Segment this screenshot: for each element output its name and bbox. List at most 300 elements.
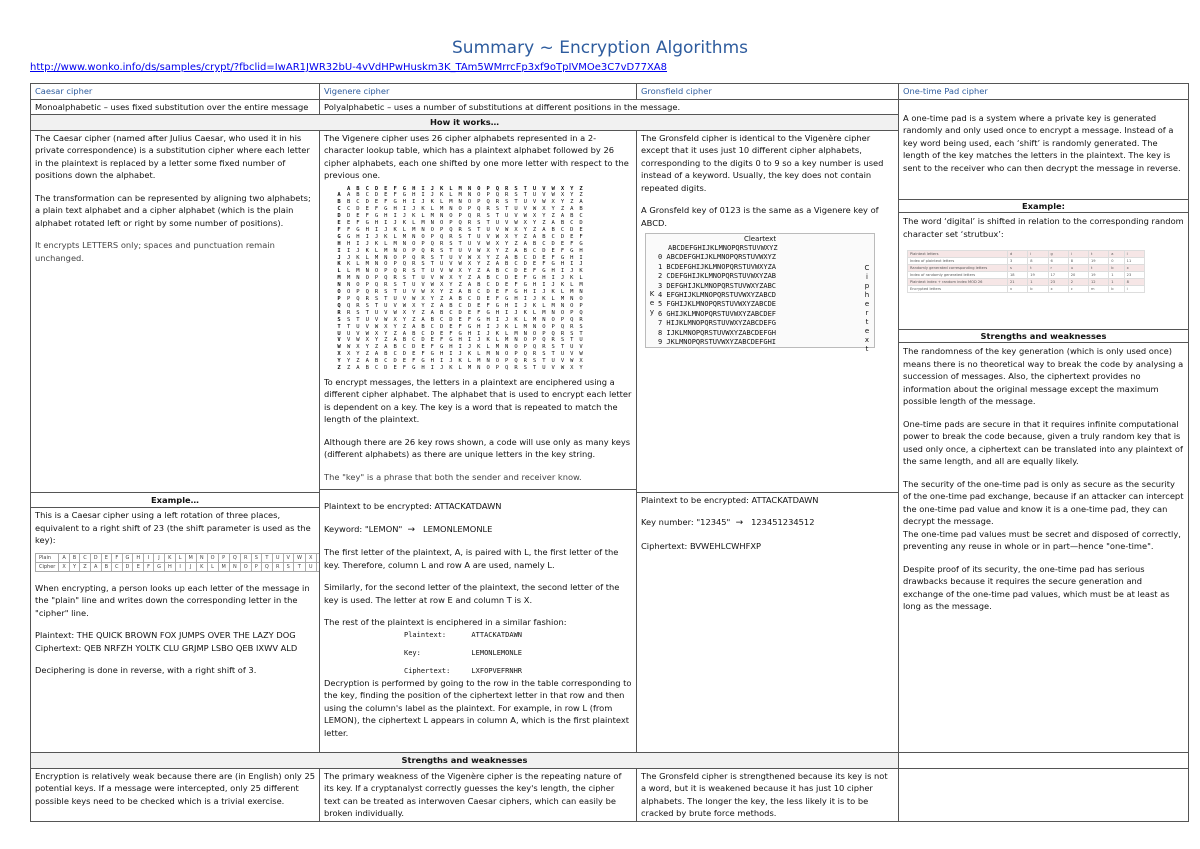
vigenere-square-cell: B [532, 240, 537, 247]
vigenere-square-cell: I [560, 268, 565, 275]
vigenere-square-cell: W [551, 185, 555, 192]
otp-cell: u [1068, 265, 1088, 272]
vigenere-square-cell: D [346, 213, 351, 220]
otp-cell: 19 [1028, 272, 1048, 279]
vigenere-square-cell: I [495, 316, 500, 323]
vigenere-square-cell: M [402, 233, 407, 240]
caesar-cell: M [218, 562, 229, 571]
vigenere-square-cell: K [365, 247, 369, 254]
vigenere-square-cell: V [337, 337, 341, 344]
caesar-header: Caesar cipher [31, 84, 320, 100]
otp-cell: 18 [1008, 272, 1028, 279]
vigenere-square-cell: Y [412, 309, 416, 316]
vigenere-square-cell: Z [346, 365, 351, 372]
vigenere-square-cell: T [514, 199, 518, 206]
vigenere-square-cell: Q [412, 254, 416, 261]
vigenere-square-cell: F [421, 351, 425, 358]
vigenere-square-cell: X [421, 296, 425, 302]
vigenere-square-cell: I [505, 309, 509, 316]
vigenere-square-cell: G [421, 358, 425, 365]
vigenere-square-cell: Y [514, 233, 518, 240]
vigenere-square-cell: X [551, 199, 555, 206]
vigenere-square-cell: P [523, 344, 527, 351]
vigenere-square-cell: T [560, 344, 565, 351]
vigenere-square-cell: T [374, 302, 379, 309]
vigenere-square-cell: U [412, 282, 416, 289]
arrow-icon: → [407, 524, 416, 535]
vigenere-square-cell: U [430, 268, 434, 275]
vigenere-square-cell: X [532, 213, 537, 220]
vigenere-square-cell: R [505, 185, 509, 192]
vigenere-square-cell: V [542, 185, 546, 192]
vigenere-square-cell: M [486, 351, 490, 358]
vigenere-square-cell: S [439, 247, 444, 254]
vigenere-square-cell: B [467, 289, 472, 296]
otp-row [908, 286, 1145, 293]
vigenere-square-cell: Z [514, 240, 518, 247]
vigenere-square-cell: A [523, 240, 527, 247]
vigenere-square-cell: P [477, 199, 481, 206]
vigenere-square-cell: C [393, 351, 397, 358]
vigenere-square-cell: Q [505, 365, 509, 372]
vigenere-square-cell: O [477, 192, 481, 199]
vigenere-square-cell: A [458, 289, 462, 296]
vigenere-square-cell: J [523, 302, 527, 309]
caesar-cell: F [144, 562, 154, 571]
vigenere-square-cell: X [356, 344, 360, 351]
vigenere-square-cell: O [402, 247, 407, 254]
vigenere-square-cell: K [551, 289, 555, 296]
vigenere-square-cell: V [458, 254, 462, 261]
caesar-cell: O [240, 562, 251, 571]
vigenere-square-cell: R [495, 199, 500, 206]
otp-cell: 20 [1068, 272, 1088, 279]
vigenere-square-cell: R [514, 365, 518, 372]
caesar-ex-2: When encrypting, a person looks up each letter of the message in the "plain" line and writes down the corresponding letter in the "cipher" line. [35, 582, 310, 618]
vigenere-square-cell: E [421, 344, 425, 351]
vigenere-square-cell: D [402, 351, 407, 358]
otp-cell: b [1028, 286, 1048, 293]
caesar-cell: B [69, 553, 79, 562]
vigenere-square-cell: U [542, 365, 546, 372]
vigenere-square-cell: V [356, 330, 360, 337]
vigenere-square-cell: O [439, 220, 444, 227]
vigenere-square-cell: L [337, 268, 341, 275]
vigenere-square-cell: O [514, 344, 518, 351]
vigenere-square-cell: E [430, 337, 434, 344]
vigenere-square-cell: F [393, 185, 397, 192]
vigenere-square-cell: F [458, 323, 462, 330]
vigenere-square-cell: A [570, 206, 574, 213]
vigenere-square-cell: O [458, 206, 462, 213]
vigenere-square-cell: G [560, 254, 565, 261]
otp-cell: g [1048, 251, 1068, 258]
caesar-cell: I [144, 553, 154, 562]
vigenere-square-cell: W [365, 330, 369, 337]
vigenere-square-cell: V [570, 351, 574, 358]
vigenere-square-cell: W [337, 344, 341, 351]
vigenere-square-cell: K [421, 206, 425, 213]
vigenere-square-cell: Q [346, 302, 351, 309]
vigenere-square-cell: P [384, 268, 388, 275]
vigenere-square-cell: A [374, 351, 379, 358]
vigenere-square-cell: Z [384, 337, 388, 344]
vigenere-square-cell: N [393, 247, 397, 254]
vigenere-square-cell: T [532, 365, 537, 372]
vigenere-square-cell: B [505, 261, 509, 268]
vigenere-square-cell: S [356, 309, 360, 316]
vigenere-square-cell: K [514, 316, 518, 323]
otp-row [908, 272, 1145, 279]
vigenere-square-cell: H [421, 365, 425, 372]
vigenere-square-cell: C [430, 323, 434, 330]
vigenere-square-cell: G [486, 309, 490, 316]
vigenere-how-3: Although there are 26 key rows shown, a code will use only as many keys (different alphabets) as there are unique letters in the key string. [324, 436, 631, 460]
vigenere-square-cell: O [505, 351, 509, 358]
vigenere-square-cell: N [402, 240, 407, 247]
vigenere-square-cell: T [570, 337, 574, 344]
vigenere-square-cell: M [467, 365, 472, 372]
vigenere-square-cell: K [532, 302, 537, 309]
vigenere-square-cell: J [421, 199, 425, 206]
vigenere-square-cell: C [560, 226, 565, 233]
vigenere-square-cell: W [523, 213, 527, 220]
vigenere-square-cell: I [579, 254, 583, 261]
vigenere-square-cell: U [421, 275, 425, 282]
vigenere-square-cell: W [421, 289, 425, 296]
vigenere-square-cell: C [532, 247, 537, 254]
vigenere-square-cell: A [393, 337, 397, 344]
vigenere-square-cell: T [542, 358, 546, 365]
vigenere-square-cell: Z [467, 275, 472, 282]
caesar-cell: D [122, 562, 133, 571]
cipher-summary-table [30, 83, 1189, 822]
vigenere-square-cell: S [514, 192, 518, 199]
vigenere-square-cell: L [356, 261, 360, 268]
caesar-cell: E [101, 553, 111, 562]
vigenere-square-cell: D [570, 226, 574, 233]
vigenere-square-cell: F [346, 226, 351, 233]
vigenere-square-cell: T [337, 323, 341, 330]
vigenere-square-cell: H [412, 185, 416, 192]
otp-cell: Randomly generated corresponding letters [908, 265, 1008, 272]
vigenere-square-cell: S [477, 220, 481, 227]
vigenere-square-cell: V [439, 268, 444, 275]
vigenere-square-cell: K [430, 199, 434, 206]
vigenere-square-cell: W [412, 296, 416, 302]
vigenere-square-cell: D [337, 213, 341, 220]
vigenere-square-cell: H [439, 351, 444, 358]
vigenere-square-cell: N [467, 185, 472, 192]
vigenere-square-cell: J [551, 282, 555, 289]
vigenere-square-cell: G [337, 233, 341, 240]
vigenere-square-cell: X [579, 358, 583, 365]
vigenere-square-cell: Z [542, 220, 546, 227]
gronsfeld-ex-cipher: Ciphertext: BVWEHLCWHFXP [641, 540, 762, 551]
gronsfeld-ex-key-expanded: 123451234512 [751, 517, 815, 527]
vigenere-square-cell: K [449, 365, 453, 372]
vigenere-square-cell: K [393, 226, 397, 233]
vigenere-square-cell: L [514, 323, 518, 330]
vigenere-square-cell: Z [570, 199, 574, 206]
vigenere-square-cell: H [495, 309, 500, 316]
vigenere-square-cell: R [439, 240, 444, 247]
vigenere-square-cell: A [532, 233, 537, 240]
vigenere-square-cell: E [570, 233, 574, 240]
vigenere-square-cell: E [393, 365, 397, 372]
vigenere-square-cell: W [402, 302, 407, 309]
vigenere-ex-plain: Plaintext to be encrypted: ATTACKATDAWN [324, 501, 502, 512]
vigenere-square-cell: N [365, 268, 369, 275]
vigenere-square-cell: E [505, 282, 509, 289]
vigenere-square-cell: J [514, 309, 518, 316]
vigenere-square-cell: M [449, 199, 453, 206]
vigenere-square-cell: A [412, 323, 416, 330]
vigenere-square-cell: O [346, 289, 351, 296]
vigenere-square-cell: K [384, 233, 388, 240]
otp-strength-3: The security of the one-time pad is only as secure as the security of the one-time pad exchange, because if an attacker can intercept the one-time pad value and know it is a one-time pad, they can decrypt the message. [903, 478, 1184, 526]
vigenere-square-cell: S [467, 226, 472, 233]
vigenere-square-cell: S [542, 351, 546, 358]
vigenere-square-cell: C [514, 261, 518, 268]
vigenere-square-cell: I [402, 206, 407, 213]
vigenere-square-cell: Y [551, 206, 555, 213]
vigenere-square-cell: H [393, 206, 397, 213]
vigenere-square-cell: M [439, 206, 444, 213]
otp-cell: l [1124, 251, 1144, 258]
vigenere-square-cell: Z [402, 323, 407, 330]
vigenere-square-cell: Y [365, 344, 369, 351]
vigenere-square-cell: W [393, 309, 397, 316]
vigenere-square-cell: Y [384, 330, 388, 337]
otp-cell: s [1008, 265, 1028, 272]
vigenere-square-cell: M [430, 213, 434, 220]
vigenere-square-cell: F [560, 247, 565, 254]
vigenere-square-cell: H [412, 192, 416, 199]
caesar-cell: N [196, 553, 207, 562]
vigenere-square-cell: V [477, 240, 481, 247]
vigenere-square-cell: V [467, 247, 472, 254]
vigenere-square-cell: A [449, 296, 453, 302]
vigenere-square-cell: Q [523, 351, 527, 358]
vigenere-square-cell: D [532, 254, 537, 261]
vigenere-square-cell: E [337, 220, 341, 227]
vigenere-square-cell: R [505, 192, 509, 199]
caesar-cell: J [185, 562, 196, 571]
vigenere-square-cell: K [560, 282, 565, 289]
vigenere-square-cell: U [337, 330, 341, 337]
vigenere-square-cell: Y [449, 282, 453, 289]
vigenere-square-cell: S [449, 240, 453, 247]
vigenere-square-cell: Q [458, 220, 462, 227]
gronsfeld-how [637, 130, 899, 492]
vigenere-square-cell: V [365, 323, 369, 330]
vigenere-square-cell: D [495, 282, 500, 289]
vigenere-square-cell: D [579, 220, 583, 227]
vigenere-square-cell: E [551, 247, 555, 254]
vigenere-square-cell: J [365, 240, 369, 247]
vigenere-square-cell: G [393, 199, 397, 206]
gronsfeld-ex-key: Key number: "12345" [641, 517, 731, 527]
otp-cell: x [1124, 265, 1144, 272]
vigenere-square-cell: S [532, 358, 537, 365]
vigenere-header: Vigenere cipher [320, 84, 637, 100]
gronsfeld-row: 6 GHIJKLMNOPQRSTUVWXYZABCDEF [658, 309, 777, 318]
gronsfeld-table-header: ABCDEFGHIJKLMNOPQRSTUVWXYZ [668, 244, 778, 252]
vigenere-square-cell: T [505, 206, 509, 213]
vigenere-square-cell: S [495, 206, 500, 213]
vigenere-square-cell: X [374, 330, 379, 337]
vigenere-square-cell: X [384, 323, 388, 330]
vigenere-square-cell: Q [449, 226, 453, 233]
vigenere-square-cell: Z [356, 358, 360, 365]
vigenere-square-cell: F [374, 206, 379, 213]
vigenere-square-cell: O [365, 275, 369, 282]
vigenere-square-cell: R [560, 330, 565, 337]
otp-column [899, 99, 1189, 753]
caesar-cell: T [293, 562, 305, 571]
otp-cell: 3 [1008, 258, 1028, 265]
vigenere-square-cell: H [551, 268, 555, 275]
vigenere-square-cell: C [467, 296, 472, 302]
otp-example-table [907, 250, 1145, 293]
vigenere-square-cell: U [449, 254, 453, 261]
vigenere-square-cell: N [374, 261, 379, 268]
vigenere-square-cell: W [560, 365, 565, 372]
vigenere-square-cell: C [412, 337, 416, 344]
vigenere-square-cell: X [430, 289, 434, 296]
vigenere-square-cell: V [532, 199, 537, 206]
vigenere-square-cell: L [421, 213, 425, 220]
vigenere-square-cell: G [402, 192, 407, 199]
vigenere-square-cell: W [551, 192, 555, 199]
vigenere-square-cell: P [486, 185, 490, 192]
vigenere-square-cell: I [486, 323, 490, 330]
vigenere-square-cell: U [560, 351, 565, 358]
vigenere-square-cell: G [365, 220, 369, 227]
vigenere-square-cell: X [439, 282, 444, 289]
vigenere-square-cell: M [514, 330, 518, 337]
vigenere-square-cell: X [346, 351, 351, 358]
vigenere-square-cell: W [532, 206, 537, 213]
otp-cell: 6 [1048, 258, 1068, 265]
vigenere-square-cell: B [365, 365, 369, 372]
vigenere-square-cell: E [412, 351, 416, 358]
vigenere-square-cell: I [393, 213, 397, 220]
vigenere-square-cell: R [542, 344, 546, 351]
vigenere-square-cell: A [551, 220, 555, 227]
vigenere-square-cell: G [542, 268, 546, 275]
gronsfeld-strength: The Gronsfeld cipher is strengthened because its key is not a word, but it is weakened because it has just 10 cipher alphabets. The longer the key, the less likely it is to be cracked by brute force methods. [637, 768, 899, 821]
vigenere-square-cell: M [551, 302, 555, 309]
vigenere-square-cell: U [365, 316, 369, 323]
vigenere-square-cell: L [384, 240, 388, 247]
vigenere-square-cell: U [402, 289, 407, 296]
vigenere-square-cell: M [346, 275, 351, 282]
vigenere-square-cell: E [374, 199, 379, 206]
vigenere-square-cell: X [542, 206, 546, 213]
vigenere-square-cell: B [356, 192, 360, 199]
strengths-heading: Strengths and weaknesses [31, 753, 899, 769]
vigenere-square-cell: G [505, 296, 509, 302]
vigenere-square-cell: O [542, 323, 546, 330]
vigenere-square-cell: A [486, 268, 490, 275]
otp-cell: i [1028, 251, 1048, 258]
vigenere-square-cell: Q [486, 199, 490, 206]
vigenere-ex-4: Decryption is performed by going to the row in the table corresponding to the key, finding the position of the ciphertext letter in that row and then using the column's label as the plaintext. For example, in row L (from LEMON), the ciphertext L appears in column A, which is the first plaintext letter. [324, 677, 632, 738]
vigenere-square-cell: N [449, 206, 453, 213]
vigenere-square-cell: C [486, 282, 490, 289]
caesar-how-2: The transformation can be represented by aligning two alphabets; a plain text alphabet and a cipher alphabet (which is the plain alphabet rotated left or right by some number of positions). [35, 192, 311, 228]
vigenere-square-cell: F [384, 199, 388, 206]
vigenere-square-cell: P [532, 337, 537, 344]
vigenere-square-cell: O [421, 233, 425, 240]
caesar-cell: E [133, 562, 144, 571]
vigenere-square-cell: W [467, 254, 472, 261]
vigenere-square-cell: P [551, 323, 555, 330]
vigenere-square-cell: G [430, 351, 434, 358]
vigenere-square-cell: U [523, 199, 527, 206]
caesar-strength: Encryption is relatively weak because there are (in English) only 25 potential keys. If a message were intercepted, only 25 different possible keys need to be checked which is a trivial exercise. [31, 768, 320, 821]
otp-cell: m [1089, 286, 1109, 293]
vigenere-square-cell: B [449, 302, 453, 309]
vigenere-square-cell: O [495, 358, 500, 365]
otp-row [908, 279, 1145, 286]
vigenere-square-cell: B [393, 344, 397, 351]
vigenere-square-cell: M [579, 282, 583, 289]
vigenere-square-cell: R [402, 268, 407, 275]
vigenere-square-cell: M [421, 220, 425, 227]
otp-how: A one-time pad is a system where a private key is generated randomly and only used once to encrypt a message. Instead of a key word being used, each ‘shift’ is randomly generated. The length of the key matches the letters in the plaintext. The key is sent to the receiver who can then decrypt the message in reverse. [903, 112, 1181, 173]
vigenere-square-cell: L [532, 309, 537, 316]
vigenere-square-cell: P [505, 358, 509, 365]
vigenere-square-cell: S [514, 185, 518, 192]
vigenere-square-cell: D [393, 358, 397, 365]
vigenere-square-cell: G [458, 330, 462, 337]
vigenere-square-cell: S [337, 316, 341, 323]
otp-cell: t [1089, 251, 1109, 258]
source-link[interactable]: http://www.wonko.info/ds/samples/crypt/?fbclid=IwAR1JWR32bU-4vVdHPwHuskm3K_TAm5WMrrcFp3xf9oTpIVMOe3C7vD77XA8 [30, 62, 668, 73]
vigenere-ex-3: The rest of the plaintext is enciphered in a similar fashion: [324, 617, 567, 628]
vigenere-square-cell: R [477, 213, 481, 220]
vigenere-square-cell: W [486, 240, 490, 247]
otp-strengths-heading: Strengths and weaknesses [899, 329, 1188, 343]
vigenere-square-cell: E [477, 302, 481, 309]
vigenere-square-cell: H [337, 240, 341, 247]
vigenere-square-cell: V [523, 206, 527, 213]
vigenere-square-cell: I [551, 275, 555, 282]
vigenere-square-cell: X [402, 309, 407, 316]
vigenere-square-cell: I [449, 351, 453, 358]
vigenere-square-cell: U [374, 309, 379, 316]
vigenere-square-cell: X [570, 365, 574, 372]
vigenere-square-cell: J [430, 185, 434, 192]
otp-cell: 23 [1124, 272, 1144, 279]
gronsfeld-table-title: Cleartext [743, 235, 777, 243]
vigenere-square-cell: Q [570, 316, 574, 323]
vigenere-square-cell: K [346, 261, 351, 268]
vigenere-ex-2: Similarly, for the second letter of the plaintext, the second letter of the key is used. The letter at row E and column T is X. [324, 582, 620, 605]
vigenere-square-cell: P [393, 261, 397, 268]
vigenere-square-cell: I [542, 282, 546, 289]
vigenere-square-cell: X [337, 351, 341, 358]
vigenere-square-cell: V [542, 192, 546, 199]
vigenere-square-cell: J [486, 330, 490, 337]
caesar-cell: G [122, 553, 133, 562]
gronsfeld-row: 5 FGHIJKLMNOPQRSTUVWXYZABCDE [658, 300, 777, 309]
vigenere-square-cell: D [523, 261, 527, 268]
vigenere-square-cell: G [551, 261, 555, 268]
